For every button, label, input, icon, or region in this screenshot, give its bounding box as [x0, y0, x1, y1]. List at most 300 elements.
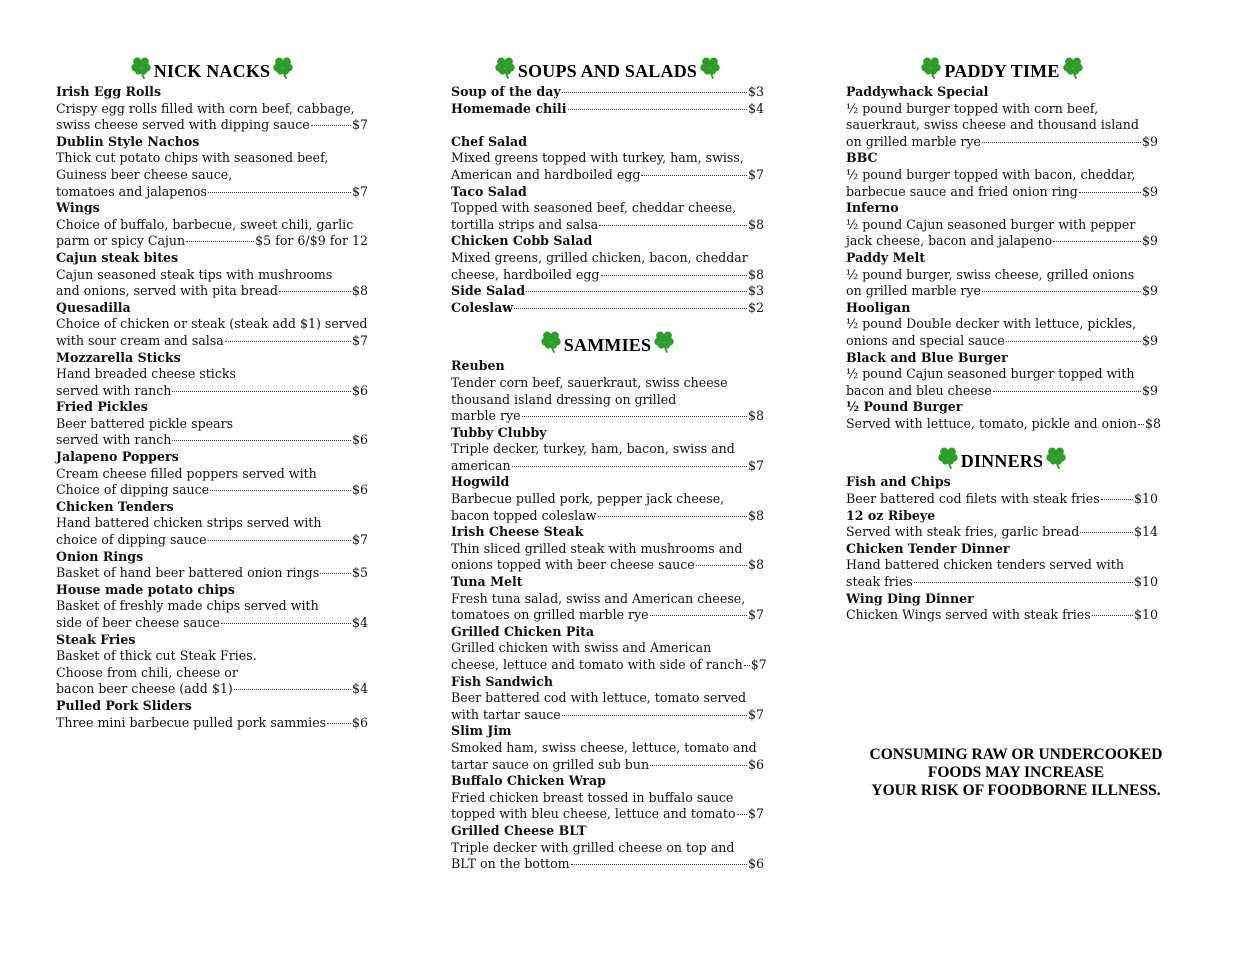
price-line	[451, 657, 767, 674]
item-name: Tuna Melt	[451, 574, 523, 590]
price-line	[56, 615, 368, 632]
menu-item	[451, 358, 764, 424]
section-header	[451, 52, 764, 82]
price-line	[451, 217, 764, 234]
item-description: Cream cheese filled poppers served with	[56, 465, 317, 481]
item-price: $6	[351, 382, 368, 398]
item-description: with sour cream and salsa	[56, 332, 224, 348]
menu-section	[451, 52, 764, 316]
menu-item	[451, 84, 764, 101]
item-description: tomatoes and jalapenos	[56, 183, 207, 199]
item-price: $8	[747, 557, 764, 573]
price-line	[56, 681, 368, 698]
dot-leader	[601, 275, 747, 276]
item-description: onions topped with beer cheese sauce	[451, 557, 695, 573]
item-price: $9	[1141, 332, 1158, 348]
item-description: ½ pound burger, swiss cheese, grilled onions	[846, 266, 1135, 282]
item-price: $7	[351, 117, 368, 133]
item-name: Fish Sandwich	[451, 673, 554, 689]
menu-item	[451, 283, 764, 300]
price-line	[846, 524, 1158, 541]
item-price: $7	[747, 457, 764, 473]
dot-leader	[641, 175, 747, 176]
menu-item	[451, 134, 764, 184]
menu-item	[56, 399, 368, 449]
price-line	[451, 300, 764, 317]
item-name: Grilled Chicken Pita	[451, 623, 595, 639]
menu-item	[451, 623, 767, 674]
item-description: Three mini barbecue pulled pork sammies	[56, 714, 327, 730]
item-name: Reuben	[451, 358, 505, 374]
dot-leader	[744, 665, 750, 666]
dot-leader	[1092, 615, 1133, 616]
dot-leader	[208, 540, 351, 541]
dot-leader	[982, 142, 1141, 143]
section-title: SOUPS AND SALADS	[517, 60, 698, 81]
dot-leader	[1101, 499, 1133, 500]
item-price: $14	[1133, 524, 1158, 540]
menu-section	[56, 52, 368, 731]
menu-column-right	[846, 52, 1162, 624]
item-name: Slim Jim	[451, 723, 512, 739]
dot-leader	[172, 440, 351, 441]
item-price: $9	[1141, 283, 1158, 299]
item-price: $8	[747, 216, 764, 232]
price-line	[451, 707, 764, 724]
dot-leader	[571, 864, 747, 865]
item-spacer	[451, 117, 764, 134]
price-line	[56, 233, 368, 250]
dot-leader	[599, 225, 747, 226]
menu-section	[846, 442, 1158, 623]
price-line	[56, 117, 368, 134]
menu-item	[451, 524, 764, 574]
menu-item	[451, 773, 764, 823]
menu-item	[846, 474, 1158, 507]
item-name: BBC	[846, 150, 878, 166]
item-description: side of beer cheese sauce	[56, 615, 220, 630]
menu-item	[451, 574, 764, 624]
price-line	[56, 432, 368, 449]
item-description: cheese, lettuce and tomato with side of ranch	[451, 657, 743, 672]
warning-line: FOODS MAY INCREASE	[927, 764, 1105, 781]
item-price: $9	[1141, 133, 1158, 149]
price-line	[56, 565, 368, 582]
item-description: Choice of buffalo, barbecue, sweet chili, garlic	[56, 216, 354, 232]
item-description: Beer battered pickle spears	[56, 415, 234, 431]
item-description: barbecue sauce and fried onion ring	[846, 183, 1078, 199]
item-description: ½ pound burger topped with corn beef,	[846, 100, 1099, 116]
price-line	[451, 408, 764, 425]
item-description: Triple decker with grilled cheese on top and	[451, 839, 735, 855]
item-price: $6	[747, 856, 764, 872]
item-description: Grilled chicken with swiss and American	[451, 640, 712, 656]
item-description: topped with bleu cheese, lettuce and tomato	[451, 806, 736, 822]
item-name: 12 oz Ribeye	[846, 507, 936, 523]
price-line	[846, 383, 1158, 400]
price-line	[451, 84, 764, 101]
price-line	[451, 267, 764, 284]
dot-leader	[1006, 341, 1141, 342]
price-line	[451, 607, 764, 624]
dot-leader	[221, 623, 351, 624]
item-description: on grilled marble rye	[846, 133, 981, 149]
menu-item	[56, 549, 368, 582]
item-name: Dublin Style Nachos	[56, 133, 200, 149]
item-description: Fried chicken breast tossed in buffalo sauce	[451, 789, 734, 805]
item-name: Irish Cheese Steak	[451, 524, 584, 540]
item-price: $2	[747, 299, 764, 315]
section-header	[846, 52, 1158, 82]
item-description: Topped with seasoned beef, cheddar cheese,	[451, 200, 737, 216]
item-name: Hogwild	[451, 474, 510, 490]
section-title: DINNERS	[960, 450, 1044, 471]
price-line	[846, 134, 1158, 151]
dot-leader	[234, 689, 351, 690]
item-price: $7	[747, 166, 764, 182]
item-name: Black and Blue Burger	[846, 349, 1008, 365]
price-line	[846, 184, 1158, 201]
item-description: served with ranch	[56, 382, 172, 398]
dot-leader	[512, 466, 747, 467]
item-description: Basket of thick cut Steak Fries.	[56, 648, 257, 664]
item-price: $9	[1141, 382, 1158, 398]
shamrock-icon	[698, 55, 722, 79]
menu-item	[846, 250, 1158, 300]
item-name: Coleslaw	[451, 299, 514, 315]
price-line	[56, 482, 368, 499]
menu-item	[846, 84, 1158, 150]
item-name: Quesadilla	[56, 299, 131, 315]
item-name: Chicken Tender Dinner	[846, 540, 1010, 556]
dot-leader	[598, 516, 747, 517]
item-name: Irish Egg Rolls	[56, 84, 162, 99]
item-price: $8	[747, 507, 764, 523]
section-title: NICK NACKS	[153, 60, 271, 81]
price-line	[451, 557, 764, 574]
price-line	[846, 607, 1158, 624]
menu-item	[56, 84, 368, 134]
price-line	[451, 856, 764, 873]
item-name: Fish and Chips	[846, 474, 951, 490]
item-price: $6	[747, 756, 764, 772]
item-price: $3	[747, 84, 764, 99]
item-price: $4	[351, 681, 368, 697]
shamrock-icon	[1044, 445, 1068, 469]
section-spacer	[451, 316, 764, 326]
item-description: Hand battered chicken tenders served with	[846, 557, 1124, 573]
item-description: marble rye	[451, 408, 521, 424]
dot-leader	[737, 814, 747, 815]
menu-item	[451, 300, 764, 317]
item-price: $10	[1133, 607, 1158, 623]
item-name: Chef Salad	[451, 133, 527, 149]
menu-item	[451, 674, 764, 724]
item-name: Grilled Cheese BLT	[451, 822, 587, 838]
food-safety-warning	[846, 746, 1186, 800]
section-title: PADDY TIME	[944, 60, 1060, 81]
price-line	[846, 491, 1158, 508]
item-price: $8	[351, 283, 368, 299]
item-description: Choice of dipping sauce	[56, 482, 210, 498]
item-price: $7	[747, 706, 764, 722]
item-name: Fried Pickles	[56, 399, 148, 415]
item-description: swiss cheese served with dipping sauce	[56, 117, 310, 133]
menu-item	[451, 184, 764, 234]
item-description: onions and special sauce	[846, 332, 1005, 348]
menu-item	[56, 582, 368, 632]
dot-leader	[526, 291, 747, 292]
item-name: Chicken Cobb Salad	[451, 233, 593, 249]
item-name: Wing Ding Dinner	[846, 590, 974, 606]
price-line	[451, 458, 764, 475]
item-description: ½ pound Cajun seasoned burger topped with	[846, 366, 1135, 382]
price-line	[846, 333, 1158, 350]
dot-leader	[650, 765, 747, 766]
price-line	[56, 283, 368, 300]
price-line	[56, 383, 368, 400]
price-line	[846, 283, 1158, 300]
price-line	[56, 532, 368, 549]
item-price: $6	[351, 432, 368, 448]
item-name: Homemade chili	[451, 100, 567, 116]
dot-leader	[1053, 241, 1141, 242]
shamrock-icon	[1061, 55, 1085, 79]
dot-leader	[1079, 192, 1141, 193]
item-description: thousand island dressing on grilled	[451, 391, 677, 407]
item-description: tartar sauce on grilled sub bun	[451, 756, 650, 772]
menu-item	[56, 350, 368, 400]
dot-leader	[186, 241, 254, 242]
menu-column-left	[56, 52, 368, 731]
menu-item	[56, 134, 368, 200]
item-name: House made potato chips	[56, 581, 235, 597]
item-description: Triple decker, turkey, ham, bacon, swiss and	[451, 441, 735, 457]
menu-item	[56, 449, 368, 499]
dot-leader	[650, 615, 747, 616]
menu-item	[56, 300, 368, 350]
item-description: Thick cut potato chips with seasoned beef,	[56, 150, 329, 166]
dot-leader	[514, 308, 747, 309]
item-description: bacon topped coleslaw	[451, 507, 597, 523]
price-line	[56, 333, 368, 350]
item-description: Guiness beer cheese sauce,	[56, 166, 233, 182]
dot-leader	[914, 582, 1133, 583]
item-description: jack cheese, bacon and jalapeno	[846, 233, 1053, 249]
dot-leader	[210, 490, 351, 491]
item-name: Inferno	[846, 200, 899, 216]
menu-item	[451, 823, 764, 873]
item-description: Mixed greens, grilled chicken, bacon, cheddar	[451, 249, 748, 265]
shamrock-icon	[271, 55, 295, 79]
dot-leader	[225, 341, 351, 342]
item-description: Choice of chicken or steak (steak add $1) served	[56, 316, 368, 332]
menu-column-middle	[451, 52, 767, 873]
item-description: parm or spicy Cajun	[56, 233, 186, 249]
menu-item	[451, 101, 764, 118]
dot-leader	[320, 573, 351, 574]
item-description: tortilla strips and salsa	[451, 216, 599, 232]
item-description: Choose from chili, cheese or	[56, 664, 238, 680]
price-line	[846, 233, 1158, 250]
item-description: Hand battered chicken strips served with	[56, 515, 322, 531]
item-description: bacon and bleu cheese	[846, 382, 992, 398]
menu-section	[846, 52, 1162, 432]
item-price: $7	[750, 657, 767, 672]
shamrock-icon	[493, 55, 517, 79]
item-description: bacon beer cheese (add $1)	[56, 681, 233, 697]
item-description: Crispy egg rolls filled with corn beef, cabbage,	[56, 100, 355, 116]
item-price: $7	[747, 806, 764, 822]
menu-item	[846, 399, 1162, 432]
price-line	[56, 184, 368, 201]
item-description: ½ pound Double decker with lettuce, pickles,	[846, 316, 1137, 332]
item-description: Tender corn beef, sauerkraut, swiss cheese	[451, 374, 728, 390]
item-description: Served with steak fries, garlic bread	[846, 524, 1080, 540]
item-price: $8	[747, 266, 764, 282]
shamrock-icon	[919, 55, 943, 79]
dot-leader	[279, 291, 351, 292]
dot-leader	[982, 291, 1141, 292]
item-description: ½ pound burger topped with bacon, cheddar,	[846, 166, 1136, 182]
item-name: Paddy Melt	[846, 249, 926, 265]
menu-item	[846, 350, 1158, 400]
dot-leader	[568, 109, 747, 110]
price-line	[451, 283, 764, 300]
price-line	[846, 415, 1162, 433]
menu-item	[451, 723, 764, 773]
dot-leader	[562, 92, 747, 93]
item-description: sauerkraut, swiss cheese and thousand island	[846, 117, 1139, 133]
menu-item	[451, 425, 764, 475]
item-description: Basket of freshly made chips served with	[56, 598, 319, 614]
price-line	[451, 806, 764, 823]
item-price: $7	[351, 183, 368, 199]
section-spacer	[846, 432, 1158, 442]
item-description: with tartar sauce	[451, 706, 561, 722]
dot-leader	[1138, 424, 1144, 425]
price-line	[451, 757, 764, 774]
item-description: BLT on the bottom	[451, 856, 570, 872]
item-price: $8	[747, 408, 764, 424]
item-name: Taco Salad	[451, 183, 527, 199]
item-description: Smoked ham, swiss cheese, lettuce, tomato and	[451, 739, 757, 755]
menu-item	[56, 200, 368, 250]
item-name: Tubby Clubby	[451, 424, 547, 440]
item-price: $7	[351, 532, 368, 548]
item-description: cheese, hardboiled egg	[451, 266, 600, 282]
item-name: Mozzarella Sticks	[56, 349, 181, 365]
warning-line: YOUR RISK OF FOODBORNE ILLNESS.	[871, 782, 1161, 799]
item-description: served with ranch	[56, 432, 172, 448]
item-description: American and hardboiled egg	[451, 166, 641, 182]
item-name: Hooligan	[846, 299, 911, 315]
item-description: and onions, served with pita bread	[56, 283, 278, 299]
item-price: $6	[351, 714, 368, 730]
shamrock-icon	[936, 445, 960, 469]
item-description: ½ pound Cajun seasoned burger with pepper	[846, 216, 1136, 232]
shamrock-icon	[539, 329, 563, 353]
dot-leader	[208, 192, 351, 193]
dot-leader	[172, 391, 351, 392]
dot-leader	[993, 391, 1141, 392]
item-price: $6	[351, 482, 368, 498]
item-description: american	[451, 457, 511, 473]
item-name: Paddywhack Special	[846, 84, 989, 99]
menu-item	[56, 250, 368, 300]
dot-leader	[522, 416, 747, 417]
item-description: Thin sliced grilled steak with mushrooms and	[451, 540, 743, 556]
item-name: Jalapeno Poppers	[56, 449, 179, 465]
shamrock-icon	[129, 55, 153, 79]
item-price: $4	[747, 100, 764, 116]
item-description: Mixed greens topped with turkey, ham, swiss,	[451, 150, 744, 166]
item-description: Cajun seasoned steak tips with mushrooms	[56, 266, 333, 282]
dot-leader	[1080, 532, 1133, 533]
price-line	[846, 574, 1158, 591]
item-price: $3	[747, 283, 764, 299]
menu-item	[451, 474, 764, 524]
item-price: $7	[747, 607, 764, 623]
menu-item	[451, 233, 764, 283]
item-description: Hand breaded cheese sticks	[56, 366, 236, 382]
section-header	[56, 52, 368, 82]
section-header	[846, 442, 1158, 472]
item-description: on grilled marble rye	[846, 283, 981, 299]
menu-item	[56, 698, 368, 731]
item-description: Beer battered cod with lettuce, tomato served	[451, 690, 747, 706]
menu-section	[451, 326, 767, 872]
section-title: SAMMIES	[563, 334, 652, 355]
item-name: Cajun steak bites	[56, 249, 179, 265]
item-name: Steak Fries	[56, 631, 136, 647]
item-price: $5	[351, 565, 368, 581]
shamrock-icon	[652, 329, 676, 353]
item-description: Beer battered cod filets with steak fries	[846, 491, 1100, 507]
item-price: $9	[1141, 183, 1158, 199]
item-name: Soup of the day	[451, 84, 561, 99]
item-description: Basket of hand beer battered onion rings	[56, 565, 320, 581]
item-price: $10	[1133, 574, 1158, 590]
menu-item	[56, 632, 368, 698]
item-name: Wings	[56, 200, 100, 216]
menu-item	[846, 200, 1158, 250]
dot-leader	[311, 125, 351, 126]
price-line	[56, 715, 368, 732]
price-line	[451, 508, 764, 525]
menu-item	[56, 499, 368, 549]
item-name: Chicken Tenders	[56, 498, 174, 514]
section-header	[451, 326, 764, 356]
item-price: $10	[1133, 491, 1158, 507]
dot-leader	[327, 723, 351, 724]
item-description: Fresh tuna salad, swiss and American cheese,	[451, 590, 746, 606]
item-description: tomatoes on grilled marble rye	[451, 607, 649, 623]
item-price: $5 for 6/$9 for 12	[255, 233, 368, 249]
dot-leader	[696, 565, 747, 566]
item-description: steak fries	[846, 574, 913, 590]
item-description: Chicken Wings served with steak fries	[846, 607, 1091, 623]
item-description: Served with lettuce, tomato, pickle and onion	[846, 415, 1138, 431]
item-name: Pulled Pork Sliders	[56, 697, 192, 713]
menu-item	[846, 591, 1158, 624]
dot-leader	[562, 715, 747, 716]
price-line	[451, 167, 764, 184]
item-price: $7	[351, 332, 368, 348]
item-name: Side Salad	[451, 283, 526, 299]
item-price: $8	[1145, 415, 1162, 431]
price-line	[451, 101, 764, 118]
